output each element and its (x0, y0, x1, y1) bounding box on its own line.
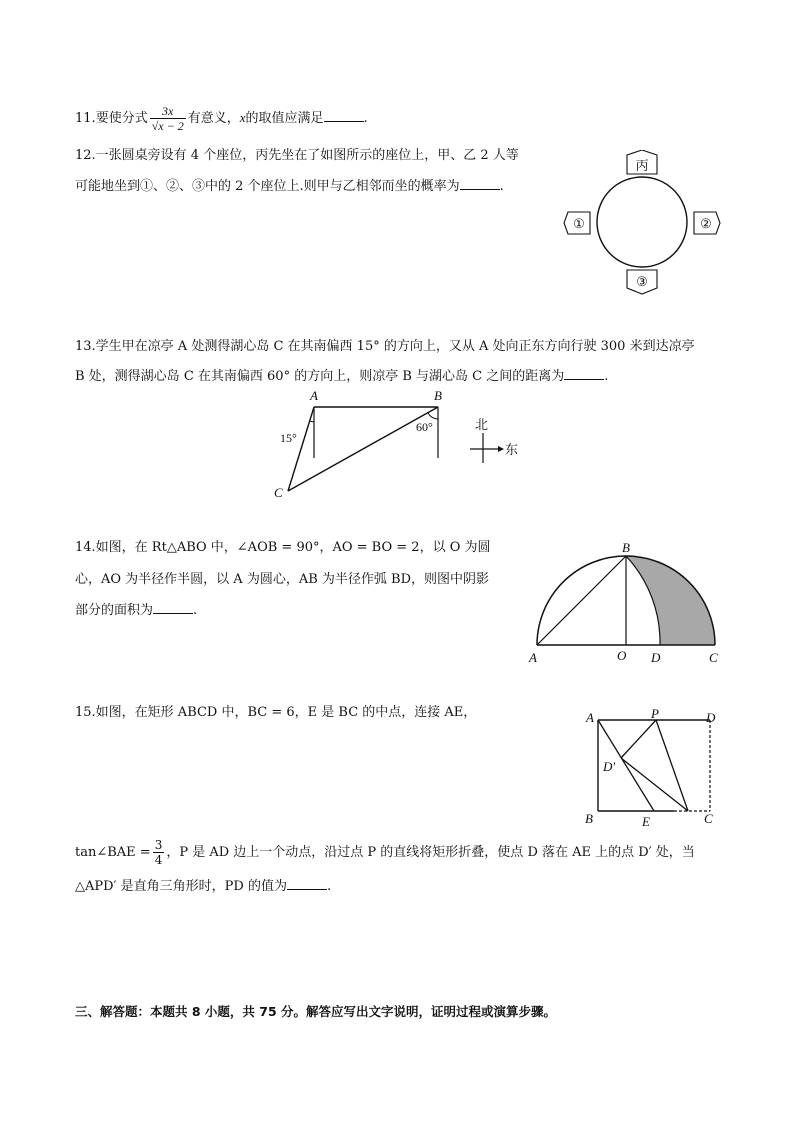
q14-end: . (193, 603, 198, 618)
segment-DpC (621, 758, 688, 811)
seat-bottom-label: ③ (636, 274, 648, 289)
q13-line2-wrap (75, 367, 608, 387)
q12-line2-wrap (75, 177, 504, 197)
q11-number: 11. (75, 111, 96, 126)
segment-PDp (621, 720, 656, 758)
q11-end: . (363, 111, 368, 126)
q11-text-pre: 要使分式 (95, 111, 148, 126)
label-B: B (622, 540, 630, 555)
label-angle-15: 15° (280, 431, 297, 445)
q11-text-tail: 的取值应满足 (245, 111, 324, 126)
label-O: O (617, 648, 627, 663)
q15-frac-numerator: 3 (154, 838, 163, 852)
q15-end: . (326, 879, 332, 894)
angle-b-arc (428, 413, 438, 419)
label-A: A (586, 710, 594, 725)
angle-a-arc (310, 421, 314, 422)
q15-line1: 15.如图，在矩形 ABCD 中，BC = 6，E 是 BC 的中点，连接 AE， (75, 705, 477, 720)
label-B: B (585, 811, 593, 826)
q11-answer-blank[interactable] (324, 109, 364, 122)
label-E: E (642, 814, 650, 829)
segment-AB (537, 556, 626, 645)
q15-line3: △APD′ 是直角三角形时，PD 的值为 (75, 879, 287, 894)
round-table (597, 177, 687, 267)
q15-answer-blank[interactable] (287, 877, 327, 890)
label-A: A (310, 388, 318, 403)
label-D-prime: D′ (603, 759, 616, 774)
q13-line2: B 处，测得湖心岛 C 在其南偏西 60° 的方向上，则凉亭 B 与湖心岛 C 之间的距离为 (75, 369, 565, 384)
q11-frac-numerator: 3x (150, 104, 186, 119)
q12-end: . (499, 179, 504, 194)
compass-east-label: 东 (505, 442, 519, 457)
label-D: D (651, 650, 661, 665)
q11-fraction (150, 104, 186, 133)
seat-top-label: 丙 (635, 158, 649, 173)
q15-fraction (153, 838, 165, 867)
q14-figure (525, 538, 725, 668)
q14-line3: 部分的面积为 (75, 603, 154, 618)
q13-line1: 13.学生甲在凉亭 A 处测得湖心岛 C 在其南偏西 15° 的方向上，又从 A 处向正东方向行驶 300 米到达凉亭 (75, 339, 695, 354)
label-B: B (434, 388, 442, 403)
q13-end: . (604, 369, 609, 384)
label-D: D (706, 710, 716, 725)
q12-line1: 12.一张圆桌旁设有 4 个座位，丙先坐在了如图所示的座位上，甲、乙 2 人等 (75, 148, 519, 163)
q15-line3-wrap (75, 877, 331, 897)
q11-frac-denominator: √x − 2 (151, 119, 184, 133)
compass-arrow-icon (498, 446, 504, 452)
question-11 (75, 104, 368, 133)
q15-figure (582, 705, 722, 830)
q14-answer-blank[interactable] (153, 601, 193, 614)
q12-table-figure (560, 150, 725, 300)
label-C: C (704, 811, 713, 826)
shaded-region (626, 556, 715, 645)
q15-tan-label: tan∠BAE = (75, 845, 151, 860)
q15-line2-rest: ，P 是 AD 边上一个动点，沿过点 P 的直线将矩形折叠，使点 D 落在 AE 上的点 D′ 处，当 (166, 845, 695, 860)
q13-answer-blank[interactable] (564, 367, 604, 380)
q13-figure (270, 385, 530, 505)
label-angle-60: 60° (416, 420, 433, 434)
label-A: A (529, 650, 537, 665)
label-C: C (709, 650, 718, 665)
q14-line1: 14.如图，在 Rt△ABO 中，∠AOB = 90°，AO = BO = 2，以 O 为圆 (75, 540, 491, 555)
q12-line2: 可能地坐到①、②、③中的 2 个座位上.则甲与乙相邻而坐的概率为 (75, 179, 460, 194)
fold-line (656, 720, 688, 811)
q14-line2: 心，AO 为半径作半圆，以 A 为圆心，AB 为半径作弧 BD，则图中阴影 (75, 572, 490, 587)
compass-north-label: 北 (475, 417, 489, 432)
q11-variable: x (239, 110, 246, 125)
q14-line3-wrap (75, 601, 197, 621)
seat-right-label: ② (700, 216, 712, 231)
seat-left-label: ① (573, 216, 585, 231)
q12-answer-blank[interactable] (460, 177, 500, 190)
section-3-heading: 三、解答题：本题共 8 小题，共 75 分。解答应写出文字说明，证明过程或演算步骤。 (75, 1004, 557, 1019)
q11-text-post: 有意义， (187, 111, 240, 126)
label-P: P (651, 706, 659, 721)
q15-line2-wrap (75, 838, 695, 867)
q15-frac-denominator: 4 (154, 853, 163, 867)
label-C: C (274, 485, 283, 500)
